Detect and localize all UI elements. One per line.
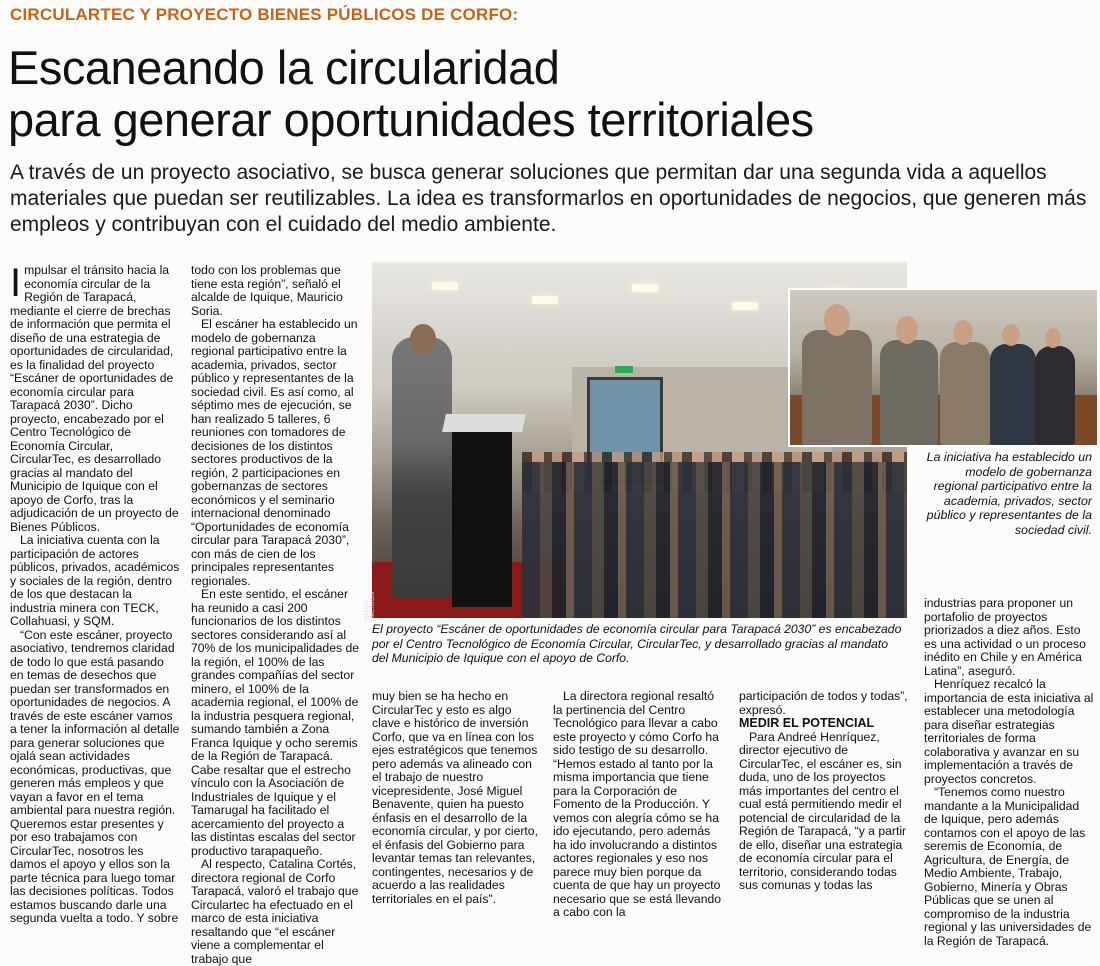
article-column-4 [553,689,725,919]
ceiling-light [632,284,658,292]
article-column-1 [10,261,180,925]
headline-line-2: para generar oportunidades territoriales [8,93,814,146]
article-column-2 [191,263,361,966]
paragraph: muy bien se ha hecho en CircularTec y esto es algo clave e histórico de inversión Corfo, que va en línea con los ejes estratégicos que tenemos pero además va alineado con el trabajo de nuestro vicepresidente, José Miguel Benavente, quien ha puesto énfasis en el desarrollo de la economía circular, y por cierto, el énfasis del Gobierno para levantar temas tan relevantes, contingentes, necesarios y de acuerdo a las realidades territoriales en el país”. [372,689,538,906]
speaker-head [410,324,436,354]
speaker-figure [392,337,452,597]
paragraph: participación de todos y todas”, expresó. [739,689,908,717]
panelist [802,330,872,445]
inset-panel-photo [788,288,1099,447]
panelist [1035,346,1075,445]
podium [452,432,512,607]
article-column-6 [924,596,1094,948]
paragraph: En este sentido, el escáner ha reunido a casi 200 funcionarios de los distintos sectores considerando así al 70% de los municipalidades de la región, el 100% de las grandes compañías del sector minero, el 100% de la academia regional, el 100% de la industria pesquera regional, sumando también a Zona Franca Iquique y ocho seremis de la Región de Tarapacá. Cabe resaltar que el estrecho vínculo con la Asociación de Industriales de Iquique y el Tamarugal ha facilitado el acercamiento del proyecto a las distintas escalas del sector productivo tarapaqueño. [191,587,360,858]
panelist-face [824,304,850,336]
ceiling-light [432,282,458,290]
ceiling-light [732,302,758,310]
paragraph: El escáner ha establecido un modelo de gobernanza regional participativo entre la academia, privados, sector público y representantes de la sociedad civil. Es así como, al séptimo mes de ejecución, se han realizado 5 talleres, 6 reuniones con tomadores de decisiones de los distintos sectores productivos de la región, 2 participaciones en gobernanzas de sectores económicos y el seminario internacional denominado “Oportunidades de economía circular para Tarapacá 2030”, con más de cien de los principales representantes regionales. [191,317,358,588]
panelist-face [953,320,973,345]
drop-cap: I [10,261,22,305]
panelist [880,340,938,445]
article-column-3 [372,690,542,907]
ceiling-light [532,296,558,304]
paragraph: “Tenemos como nuestro mandante a la Municipalidad de Iquique, pero además contamos con el apoyo de las seremis de Economía, de Agricultura, de Energía, de Medio Ambiente, Trabajo, Gobierno, Minería y Obras Públicas que se unen al compromiso de la industria regional y las universidades de la Región de Tarapacá. [924,785,1092,948]
photo-credit: FOTOS: EMERLON [364,592,376,622]
section-kicker: CIRCULARTEC Y PROYECTO BIENES PÚBLICOS DE CORFO: [10,5,519,24]
exit-sign [615,366,633,373]
paragraph: Al respecto, Catalina Cortés, directora regional de Corfo Tarapacá, valoró el trabajo que Circulartec ha efectuado en el marco de esta iniciativa resaltando que “el escáner viene a complementar el trabajo que [191,857,359,966]
panelist-face [1045,328,1061,348]
podium-top [442,414,526,432]
paragraph: La iniciativa cuenta con la participación de actores públicos, privados, académicos y sociales de la región, dentro de los que destacan la industria minera con TECK, Collahuasi, y SQM. [10,533,180,628]
panelist [990,344,1036,445]
headline [8,42,1088,146]
main-photo-caption: El proyecto “Escáner de oportunidades de economía circular para Tarapacá 2030” es encabezado por el Centro Tecnológico de Economía Circular, CircularTec, y desarrollado gracias al mandato del Municipio de Iquique con el apoyo de Corfo. [372,622,902,665]
article-column-5 [739,690,911,907]
paragraph: mpulsar el tránsito hacia la economía circular de la Región de Tarapacá, mediante el cierre de brechas de información que permita el diseño de una estrategia de oportunidades de circularidad, es la finalidad del proyecto “Escáner de oportunidades de economía circular para Tarapacá 2030”. Dicho proyecto, encabezado por el Centro Tecnológico de Economía Circular, CircularTec, es desarrollado gracias al mandato del Municipio de Iquique con el apoyo de Corfo, tras la adjudicación de un proyecto de Bienes Públicos. [10,263,179,534]
panelist [940,342,990,445]
paragraph: “Con este escáner, proyecto asociativo, tendremos claridad de todo lo que está pasando en temas de desechos que puedan ser transformados en oportunidades de negocios. A través de este escáner vamos a tener la información al detalle para generar soluciones que ojalá sean actividades económicas, productivas, que generen más empleos y que vayan a favor en el tema ambiental para nuestra región. Queremos estar presentes y por eso trabajamos con CircularTec, nosotros les damos el apoyo y ellos son la parte técnica para luego tomar las decisiones políticas. Todos estamos buscando darle una segunda vuelta a todo. Y sobre [10,627,180,925]
subheading: MEDIR EL POTENCIAL [739,716,875,730]
audience [522,462,907,618]
panelist-face [1002,324,1020,346]
paragraph: La directora regional resaltó la pertinencia del Centro Tecnológico para llevar a cabo este proyecto y cómo Corfo ha sido testigo de su desarrollo. “Hemos estado al tanto por la misma importancia que tiene para la Corporación de Fomento de la Producción. Y vemos con alegría cómo se ha ido ejecutando, pero además ha ido involucrando a distintos actores regionales y eso nos parece muy bien porque da cuenta de que hay un proyecto necesario que se está llevando a cabo con la [553,689,722,919]
paragraph: Henríquez recalcó la importancia de esta iniciativa al establecer una metodología para diseñar estrategias territoriales de forma colaborativa y avanzar en su implementación a través de proyectos concretos. [924,677,1094,786]
inset-photo-caption: La iniciativa ha establecido un modelo de gobernanza regional participativo entre la academia, privados, sector público y representantes de la sociedad civil. [926,450,1092,537]
paragraph: industrias para proponer un portafolio de proyectos priorizados a diez años. Esto es una actividad o un proceso inédito en Chile y en América Latina”, aseguró. [924,596,1086,678]
paragraph: Para Andreé Henríquez, director ejecutivo de CircularTec, el escáner es, sin duda, uno de los proyectos más importantes del centro el cual está permitiendo medir el potencial de circularidad de la Región de Tarapacá, “y a partir de ello, diseñar una estrategia de economía circular para el territorio, considerando todas sus comunas y todas las [739,729,907,892]
paragraph: todo con los problemas que tiene esta región”, señaló el alcalde de Iquique, Mauricio Soria. [191,263,343,318]
panelist-face [896,316,918,344]
lead-paragraph: A través de un proyecto asociativo, se busca generar soluciones que permitan dar una segunda vida a aquellos materiales que puedan ser reutilizables. La idea es transformarlos en oportunidades de negocios, que generen más empleos y contribuyan con el cuidado del medio ambiente. [10,161,1087,236]
headline-line-1: Escaneando la circularidad [8,41,560,94]
